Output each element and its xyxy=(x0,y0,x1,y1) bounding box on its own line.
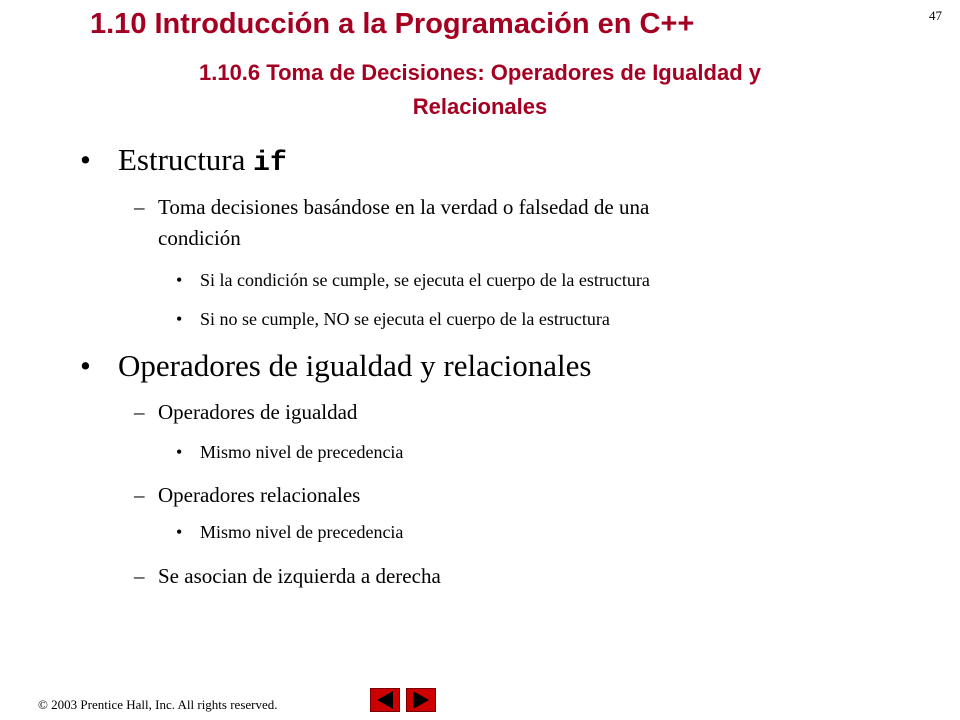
point-precedencia-2 xyxy=(176,520,403,544)
subitem-asociacion xyxy=(134,561,854,592)
page-number: 47 xyxy=(929,8,942,23)
bullet-icon: • xyxy=(176,442,183,462)
point-text: Si no se cumple, NO se ejecuta el cuerpo de la estructura xyxy=(200,309,610,329)
point-text: Mismo nivel de precedencia xyxy=(200,522,404,542)
subtitle-line-2: Relacionales xyxy=(412,94,548,119)
bullet-icon: • xyxy=(176,309,183,329)
point-text: Mismo nivel de precedencia xyxy=(200,442,404,462)
bullet-icon: • xyxy=(80,348,91,383)
subitem-toma-decisiones xyxy=(134,192,854,254)
point-no-se-cumple xyxy=(176,307,610,331)
previous-slide-button[interactable] xyxy=(370,688,400,712)
bullet-icon: • xyxy=(176,270,183,290)
subitem-text: Operadores relacionales xyxy=(158,483,361,507)
dash-icon: – xyxy=(134,564,145,588)
bullet-text: Operadores de igualdad y relacionales xyxy=(118,348,592,383)
copyright-icon: © xyxy=(38,697,48,712)
point-precedencia-1 xyxy=(176,440,403,464)
subitem-text-line-1: Toma decisiones basándose en la verdad o falsedad de una xyxy=(158,195,650,219)
dash-icon: – xyxy=(134,400,145,424)
dash-icon: – xyxy=(134,483,145,507)
copyright-text: 2003 Prentice Hall, Inc. All rights reserved. xyxy=(51,697,278,712)
bullet-operadores xyxy=(80,347,591,385)
subitem-igualdad xyxy=(134,397,854,428)
subtitle-line-1: 1.10.6 Toma de Decisiones: Operadores de Igualdad y xyxy=(198,60,761,85)
bullet-icon: • xyxy=(80,142,91,177)
subitem-text: Operadores de igualdad xyxy=(158,400,358,424)
bullet-estructura-if xyxy=(80,141,287,183)
code-keyword: if xyxy=(253,148,287,179)
next-slide-button[interactable] xyxy=(406,688,436,712)
subitem-text-line-2: condición xyxy=(158,226,241,250)
subitem-text: Se asocian de izquierda a derecha xyxy=(158,564,441,588)
copyright-footer xyxy=(38,697,278,713)
dash-icon: – xyxy=(134,195,145,219)
point-se-cumple xyxy=(176,268,650,292)
point-text: Si la condición se cumple, se ejecuta el cuerpo de la estructura xyxy=(200,270,650,290)
subitem-text xyxy=(134,192,854,254)
subitem-relacionales xyxy=(134,480,854,511)
bullet-text: Estructura xyxy=(118,142,254,177)
slide-title: 1.10 Introducción a la Programación en C++ xyxy=(90,8,695,40)
bullet-icon: • xyxy=(176,522,183,542)
left-arrow-icon xyxy=(371,689,399,711)
right-arrow-icon xyxy=(407,689,435,711)
